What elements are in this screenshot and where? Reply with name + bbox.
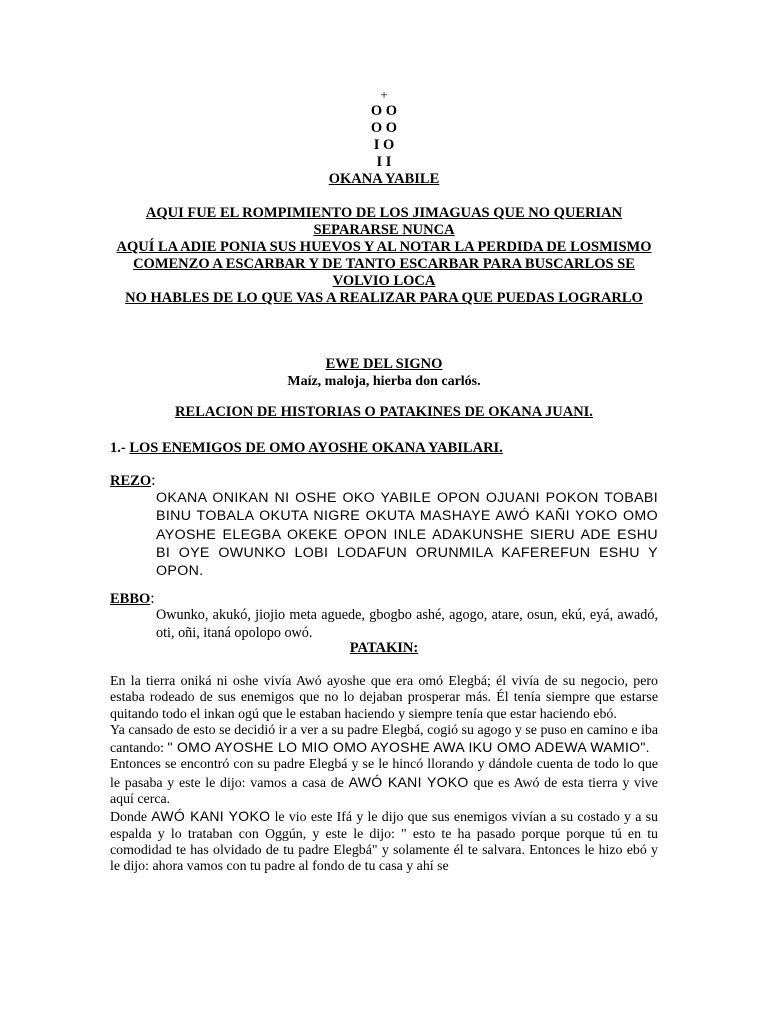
awo-name: AWÓ KANI YOKO (151, 808, 271, 825)
ewe-section (110, 356, 658, 390)
story-heading (110, 440, 503, 457)
saying: AQUÍ LA ADIE PONIA SUS HUEVOS Y AL NOTAR LA PERDIDA DE LOSMISMO (116, 239, 652, 255)
paragraph (110, 808, 658, 875)
sign-row: I I (376, 154, 392, 170)
ebbo-text: Owunko, akukó, jiojio meta aguede, gbogbo ashé, agogo, atare, osun, ekú, eyá, awadó, oti, oñi, itaná opolopo owó. (156, 607, 658, 642)
plus-mark: + (380, 87, 388, 102)
song-lyric: " OMO AYOSHE LO MIO OMO AYOSHE AWA IKU OMO ADEWA WAMIO". (167, 739, 650, 756)
paragraph (110, 757, 658, 808)
paragraph-text: que es Awó de esta tierra y vive aquí cerca. (110, 775, 658, 808)
relacion-title: RELACION DE HISTORIAS O PATAKINES DE OKANA JUANI. (175, 404, 593, 420)
ewe-title: EWE DEL SIGNO (325, 356, 443, 372)
paragraph-text: Donde (110, 810, 148, 826)
saying: NO HABLES DE LO QUE VAS A REALIZAR PARA QUE PUEDAS LOGRARLO (125, 290, 643, 306)
story-title: LOS ENEMIGOS DE OMO AYOSHE OKANA YABILARI. (129, 440, 503, 456)
rezo-colon: : (151, 472, 156, 489)
sign-row: I O (373, 137, 395, 153)
ebbo-label-line (110, 590, 155, 608)
paragraph-text: le vio este Ifá y le dijo que sus enemigos vivían a su costado y a su espalda y lo trataban con Oggún, y este le dijo: " esto te ha pasado porque porque tú en tu comodidad te has olvidado de tu padre Elegbá" y solamente él te salvara. Entonces le hizo ebó y le dijo: ahora vamos con tu padre al fondo de tu casa y ahí se (110, 810, 658, 875)
rezo-text: OKANA ONIKAN NI OSHE OKO YABILE OPON OJUANI POKON TOBABI BINU TOBALA OKUTA NIGRE OKUTA MASHAYE AWÓ KAÑI YOKO OMO AYOSHE ELEGBA OKEKE OPON INLE ADAKUNSHE SIERU ADE ESHU BI OYE OWUNKO LOBI LODAFUN ORUNMILA KAFEREFUN ESHU Y OPON. (156, 490, 658, 580)
sign-row: O O (370, 120, 398, 136)
patakin-title: PATAKIN: (349, 640, 419, 656)
paragraph (110, 723, 658, 758)
saying: COMENZO A ESCARBAR Y DE TANTO ESCARBAR PARA BUSCARLOS SE VOLVIO LOCA (133, 256, 635, 289)
paragraph: En la tierra oniká ni oshe vivía Awó ayoshe que era omó Elegbá; él vivía de su negocio, pero estaba rodeado de sus enemigos que no lo dejaban prosperar más. Él tenía siempre que estarse quitando todo el inkan ogú que le estaban haciendo y siempre tenía que estar haciendo ebó. (110, 674, 658, 722)
patakin-body (110, 674, 658, 876)
paragraph-text: Ya cansado de esto se decidió ir a ver a su padre Elegbá, cogió su agogo y se puso en camino e iba cantando: (110, 722, 658, 757)
rezo-label-line (110, 472, 156, 490)
awo-name: AWÓ KANI YOKO (348, 773, 469, 790)
sign-title: OKANA YABILE (328, 171, 440, 187)
sign-row: O O (370, 103, 398, 119)
odu-header (110, 86, 658, 188)
story-number: 1.- (110, 440, 126, 456)
ebbo-label: EBBO (110, 591, 151, 607)
saying: AQUI FUE EL ROMPIMIENTO DE LOS JIMAGUAS QUE NO QUERIAN SEPARARSE NUNCA (145, 205, 623, 238)
sayings-block (110, 205, 658, 307)
ewe-items: Maíz, maloja, hierba don carlós. (287, 374, 481, 389)
paragraph-text: Entonces se encontró con su padre Elegbá y se le hincó llorando y dándole cuenta de todo lo que le pasaba y este le dijo: vamos a casa de (110, 757, 658, 791)
ebbo-colon: : (150, 590, 155, 607)
rezo-label: REZO (110, 473, 152, 489)
